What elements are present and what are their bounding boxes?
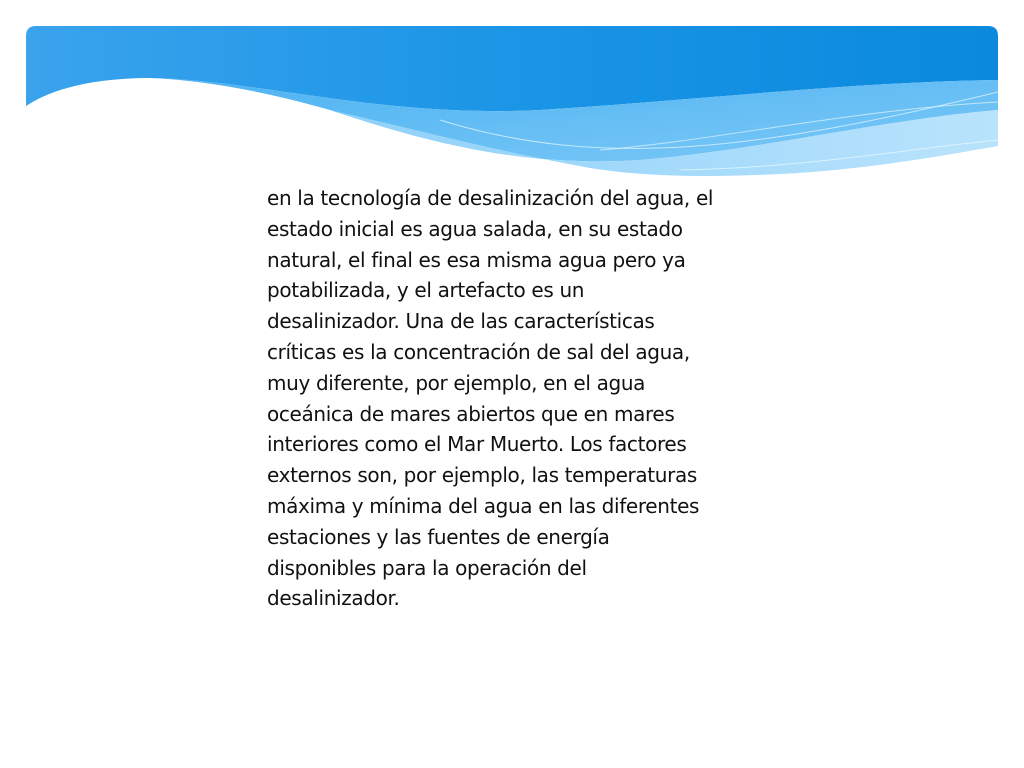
body-line: disponibles para la operación del	[267, 555, 587, 580]
body-line: natural, el final es esa misma agua pero ya	[267, 247, 686, 272]
wave-header-decoration	[0, 0, 1024, 200]
body-line: críticas es la concentración de sal del agua,	[267, 339, 690, 364]
body-line: oceánica de mares abiertos que en mares	[267, 401, 675, 426]
body-line: interiores como el Mar Muerto. Los factores	[267, 432, 687, 457]
body-paragraph	[267, 183, 767, 614]
body-line: externos son, por ejemplo, las temperaturas	[267, 463, 697, 488]
body-line: estaciones y las fuentes de energía	[267, 524, 610, 549]
body-line: estado inicial es agua salada, en su estado	[267, 216, 683, 241]
body-line: máxima y mínima del agua en las diferentes	[267, 493, 700, 518]
body-line: en la tecnología de desalinización del agua, el	[267, 186, 714, 210]
body-line: desalinizador. Una de las características	[267, 309, 655, 334]
body-line: muy diferente, por ejemplo, en el agua	[267, 370, 646, 395]
body-line: potabilizada, y el artefacto es un	[267, 278, 585, 303]
body-line: desalinizador.	[267, 586, 400, 611]
